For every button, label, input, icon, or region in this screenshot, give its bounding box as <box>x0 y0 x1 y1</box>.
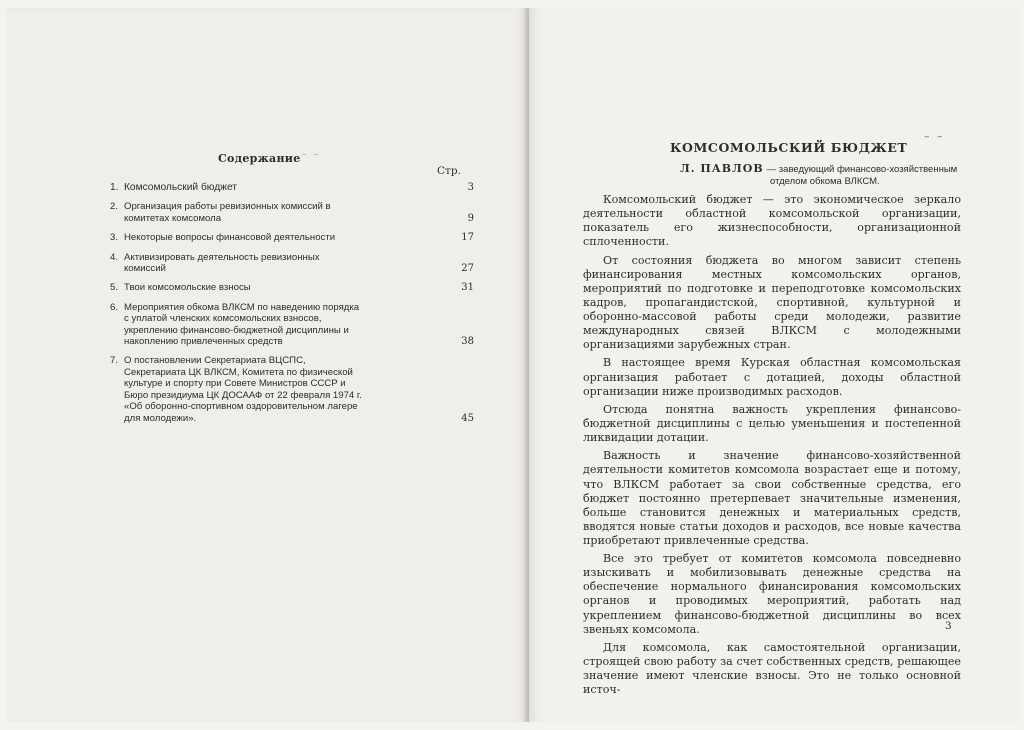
toc-entry-number: 4. <box>110 251 119 263</box>
toc-entry-page: 38 <box>461 336 474 348</box>
article-body <box>583 193 961 702</box>
toc-entry <box>110 252 480 275</box>
print-mark: – – <box>924 130 945 143</box>
toc-entry-number: 1. <box>110 182 119 193</box>
table-of-contents <box>110 182 480 432</box>
article-paragraph: От состояния бюджета во многом зависит степень финансирования местных комсомольских органов, мероприятий по подготовке и переподготовке комсомольских кадров, пропагандистской, спортивной, культурной и оборонно-массовой работы среди молодежи, развитие международных связей ВЛКСМ с молодежными организациями зарубежных стран. <box>583 253 961 352</box>
toc-entry-page: 9 <box>467 212 474 224</box>
author-position-line-1: — заведующий финансово-хозяйственным <box>766 164 958 175</box>
page-number: 3 <box>945 620 952 632</box>
toc-entry-page: 3 <box>467 182 474 193</box>
article-paragraph: В настоящее время Курская областная комсомольская организация работает с дотацией, доходы областной организации ниже производимых расходов. <box>583 356 961 398</box>
toc-entry <box>110 232 480 243</box>
toc-entry-page: 17 <box>461 232 474 244</box>
toc-entry-title: Комсомольский бюджет <box>124 182 237 193</box>
toc-page-column-label: Стр. <box>437 165 461 177</box>
article-paragraph: Для комсомола, как самостоятельной организации, строящей свою работу за счет собственных средств, решающее значение имеют членские взносы. Это не только основной источ- <box>583 640 961 697</box>
toc-entry <box>110 355 480 423</box>
article-paragraph: Все это требует от комитетов комсомола повседневно изыскивать и мобилизовывать денежные средства на обеспечение нормального финансирования комсомольских органов и проводимых мероприятий, работать над укреплением финансово-бюджетной дисциплины во всех звеньях комсомола. <box>583 552 961 636</box>
author-byline <box>680 163 970 188</box>
toc-entry <box>110 182 480 193</box>
toc-entry-number: 6. <box>110 301 119 313</box>
toc-entry <box>110 201 480 224</box>
toc-entry-page: 31 <box>461 282 474 294</box>
toc-entry-title: Твои комсомольские взносы <box>124 282 251 294</box>
toc-heading: Содержание <box>218 152 301 165</box>
toc-entry-page: 27 <box>461 263 474 275</box>
author-name: Л. ПАВЛОВ <box>680 162 764 175</box>
toc-entry-title: Мероприятия обкома ВЛКСМ по наведению порядка с уплатой членских комсомольских взносов, укреплению финансово-бюджетной дисциплины и накоплению привлеченных средств <box>124 301 360 348</box>
article-paragraph: Важность и значение финансово-хозяйственной деятельности комитетов комсомола возрастает еще и потому, что ВЛКСМ работает за свои собственные средства, его бюджет постоянно претерпевает значительные изменения, больше становится денежных и материальных средств, вводятся новые статьи доходов и расходов, все новые качества приобретают привлеченные средства. <box>583 449 961 547</box>
toc-entry-title: О постановлении Секретариата ВЦСПС, Секретариата ЦК ВЛКСМ, Комитета по физической культуре и спорту при Совете Министров СССР и Бюро президиума ЦК ДОСААФ от 22 февраля 1974 г. «Об оборонно-спортивном оздоровительном лагере для молодежи». <box>124 355 362 424</box>
toc-entry <box>110 282 480 293</box>
toc-entry-title: Некоторые вопросы финансовой деятельности <box>124 232 336 244</box>
toc-entry-title: Активизировать деятельность ревизионных комиссий <box>124 251 320 275</box>
print-mark: – – <box>302 150 320 160</box>
toc-entry-number: 7. <box>110 355 119 367</box>
toc-entry-number: 3. <box>110 232 119 244</box>
toc-entry-number: 2. <box>110 201 119 213</box>
toc-entry-page: 45 <box>461 412 474 424</box>
toc-entry-number: 5. <box>110 282 119 294</box>
toc-entry <box>110 302 480 348</box>
article-paragraph: Отсюда понятна важность укрепления финансово-бюджетной дисциплины с целью уменьшения и постепенной ликвидации дотации. <box>583 402 961 445</box>
toc-entry-title: Организация работы ревизионных комиссий в комитетах комсомола <box>124 201 331 224</box>
author-position-line-2: отделом обкома ВЛКСМ. <box>770 176 880 187</box>
article-paragraph: Комсомольский бюджет — это экономическое зеркало деятельности областной комсомольской организации, показатель его жизнеспособности, организационной сплоченности. <box>583 193 961 249</box>
article-title: КОМСОМОЛЬСКИЙ БЮДЖЕТ <box>670 140 908 155</box>
